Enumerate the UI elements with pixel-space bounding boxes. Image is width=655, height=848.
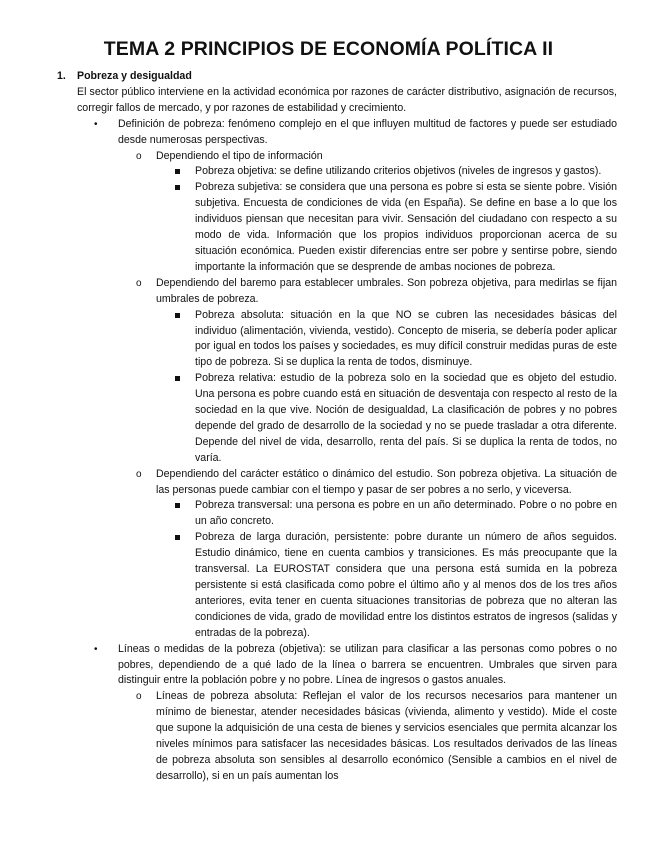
bullet-marker: • [94,118,98,130]
page-title: TEMA 2 PRINCIPIOS DE ECONOMÍA POLÍTICA II [103,38,554,60]
subitem-baremo [40,276,617,308]
section-heading-text: Pobreza y desigualdad [77,70,192,82]
item-pobreza-transversal [40,498,617,530]
item-pobreza-larga-duracion [40,530,617,641]
square-bullet-icon [175,185,180,190]
bullet-text: Líneas o medidas de la pobreza (objetiva): se utilizan para clasificar a las personas como pobres o no pobres, dependiendo de a qué lado de la línea o barrera se encuentren. Umbrales que sirven para distinguir entre la población pobre y no pobre. Línea de ingresos o gastos anuales. [118,642,617,687]
circle-marker: o [136,468,142,480]
bullet-marker: • [94,643,98,655]
square-bullet-icon [175,535,180,540]
section-heading [40,69,617,85]
item-text: Pobreza transversal: una persona es pobre en un año determinado. Pobre o no pobre en un año concreto. [195,499,617,528]
item-text: Pobreza absoluta: situación en la que NO se cubren las necesidades básicas del individuo (alimentación, vivienda, vestido). Concepto de miseria, se debería poder aplicar por igual en todos los países y sociedades, es muy difícil construir medidas puras de este tipo de pobreza. Si se duplica la renta de todos, disminuye. [195,308,617,369]
item-pobreza-objetiva [40,164,617,180]
subitem-tipo-informacion [40,149,617,165]
item-pobreza-subjetiva [40,180,617,275]
circle-marker: o [136,277,142,289]
item-text: Pobreza subjetiva: se considera que una persona es pobre si esta se siente pobre. Visión subjetiva. Encuesta de condiciones de vida (en España). Se define en base a lo que los individuos piensan que necesitan para vivir. Sensación del ciudadano con respecto a su modo de vida. Información que los propios individuos proporcionan acerca de su situación económica. Pueden existir diferencias entre ser pobre y sentirse pobre, siendo importante la información que se desprende de ambas nociones de pobreza. [195,181,617,273]
item-text: Pobreza de larga duración, persistente: pobre durante un número de años seguidos. Estudio dinámico, tiene en cuenta cambios y transiciones. Es más preocupante que la transversal. La EUROSTAT considera que una persona está sumida en la pobreza persistente si está clasificada como pobre el último año y al menos dos de los tres años anteriores, evita tener en cuenta situaciones transitorias de pobreza que no alteran las condiciones de vida, grado de movilidad entre los distintos estratos de ingresos (salidas y entradas de la pobreza). [195,531,617,639]
square-bullet-icon [175,376,180,381]
item-pobreza-relativa [40,371,617,466]
item-text: Pobreza relativa: estudio de la pobreza solo en la sociedad que es objeto del estudio. Una persona es pobre cuando está en situación de desventaja con respecto al resto de la sociedad en la que vive. Noción de desigualdad, La clasificación de pobres y no pobres depende del grado de desarrollo de la sociedad y no se puede trasladar a otra diferente. Depende del nivel de vida, desarrollo, renta del país. Si se duplica la renta de todos, no varía. [195,372,617,464]
subitem-text: Líneas de pobreza absoluta: Reflejan el valor de los recursos necesarios para mantener un mínimo de bienestar, atender necesidades básicas (vivienda, alimento y vestido). Mide el coste que supone la adquisición de una cesta de bienes y servicios esenciales que permita alcanzar los niveles mínimos para satisfacer las necesidades básicas. Los resultados derivados de las líneas de pobreza absoluta son sensibles al desarrollo económico (Sensible a cambios en el nivel de desarrollo), si en un país aumentan los [156,690,617,782]
square-bullet-icon [175,313,180,318]
subitem-caracter [40,467,617,499]
subitem-text: Dependiendo del baremo para establecer umbrales. Son pobreza objetiva, para medirlas se fijan umbrales de pobreza. [156,276,617,305]
subitem-text: Dependiendo el tipo de información [156,149,323,162]
item-text: Pobreza objetiva: se define utilizando criterios objetivos (niveles de ingresos y gastos). [195,165,602,178]
bullet-definicion [40,117,617,149]
document-body [40,69,617,785]
subitem-text: Dependiendo del carácter estático o dinámico del estudio. Son pobreza objetiva. La situación de las personas puede cambiar con el tiempo y pasar de ser pobres a no serlo, y viceversa. [156,467,617,496]
square-bullet-icon [175,503,180,508]
bullet-text: Definición de pobreza: fenómeno complejo en el que influyen multitud de factores y puede ser estudiado desde numerosas perspectivas. [118,117,617,146]
section-intro: El sector público interviene en la actividad económica por razones de carácter distributivo, asignación de recursos, corregir fallos de mercado, y por razones de estabilidad y crecimiento. [77,85,617,114]
subitem-lineas-absoluta [40,689,617,784]
square-bullet-icon [175,169,180,174]
section-number: 1. [57,70,66,82]
circle-marker: o [136,150,142,162]
bullet-lineas-pobreza [40,642,617,690]
circle-marker: o [136,691,142,703]
item-pobreza-absoluta [40,308,617,372]
